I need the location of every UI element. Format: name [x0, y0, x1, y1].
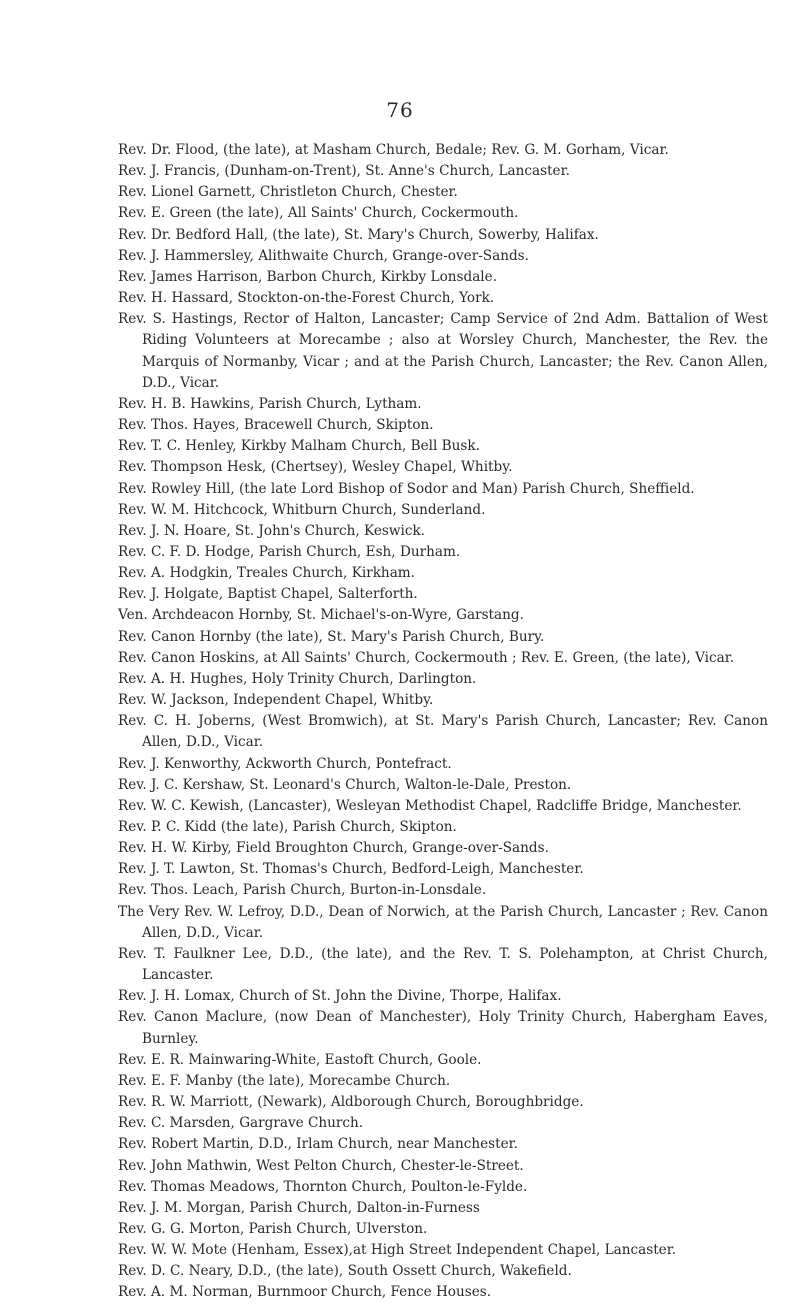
list-item: Rev. H. W. Kirby, Field Broughton Church, Grange-over-Sands.	[118, 840, 549, 857]
list-item: Rev. E. Green (the late), All Saints' Church, Cockermouth.	[118, 205, 519, 222]
list-item: Rev. J. H. Lomax, Church of St. John the Divine, Thorpe, Halifax.	[118, 988, 562, 1005]
list-item: Rev. J. C. Kershaw, St. Leonard's Church, Walton-le-Dale, Preston.	[118, 776, 572, 793]
list-item: Rev. J. M. Morgan, Parish Church, Dalton-in-Furness	[118, 1199, 480, 1216]
list-item: Rev. A. M. Norman, Burnmoor Church, Fence Houses.	[118, 1284, 492, 1301]
list-item: Rev. Canon Hornby (the late), St. Mary's Parish Church, Bury.	[118, 628, 545, 645]
list-item: Rev. Canon Maclure, (now Dean of Manchester), Holy Trinity Church, Habergham Eaves, Burnley.	[118, 1009, 768, 1047]
list-item: Rev. Robert Martin, D.D., Irlam Church, near Manchester.	[118, 1136, 518, 1153]
list-item: Rev. T. Faulkner Lee, D.D., (the late), and the Rev. T. S. Polehampton, at Christ Church, Lancaster.	[118, 945, 768, 984]
list-item: Rev. Thomas Meadows, Thornton Church, Poulton-le-Fylde.	[118, 1178, 528, 1195]
list-item: Rev. J. Kenworthy, Ackworth Church, Pontefract.	[118, 755, 452, 772]
list-item: Rev. J. Hammersley, Alithwaite Church, Grange-over-Sands.	[118, 247, 529, 264]
list-item: Rev. R. W. Marriott, (Newark), Aldborough Church, Boroughbridge.	[118, 1094, 584, 1111]
list-item: Rev. D. C. Neary, D.D., (the late), South Ossett Church, Wakefield.	[118, 1263, 572, 1280]
list-item: Rev. P. C. Kidd (the late), Parish Church, Skipton.	[118, 819, 457, 835]
list-item: Rev. Rowley Hill, (the late Lord Bishop of Sodor and Man) Parish Church, Sheffield.	[118, 480, 695, 497]
list-item: Rev. J. Francis, (Dunham-on-Trent), St. Anne's Church, Lancaster.	[118, 163, 570, 180]
list-item: Rev. W. Jackson, Independent Chapel, Whitby.	[118, 692, 434, 709]
list-item: Rev. J. T. Lawton, St. Thomas's Church, Bedford-Leigh, Manchester.	[118, 861, 584, 878]
list-item: Rev. Dr. Bedford Hall, (the late), St. Mary's Church, Sowerby, Halifax.	[118, 226, 599, 243]
list-item: The Very Rev. W. Lefroy, D.D., Dean of Norwich, at the Parish Church, Lancaster ; Rev. Canon Allen, D.D., Vicar.	[118, 903, 768, 941]
list-item: Rev. W. W. Mote (Henham, Essex),at High Street Independent Chapel, Lancaster.	[118, 1242, 677, 1259]
list-item: Rev. A. Hodgkin, Treales Church, Kirkham.	[118, 565, 416, 582]
list-item: Rev. John Mathwin, West Pelton Church, Chester-le-Street.	[118, 1157, 524, 1174]
list-item: Rev. C. Marsden, Gargrave Church.	[118, 1115, 364, 1132]
list-item: Rev. S. Hastings, Rector of Halton, Lancaster; Camp Service of 2nd Adm. Battalion of West Riding Volunteers at Morecambe ; also at Worsley Church, Manchester, the Rev. the Marquis of Normanby, Vicar ; and at the Parish Church, Lancaster; the Rev. Canon Allen, D.D., Vicar.	[118, 311, 768, 391]
list-item: Rev. C. H. Joberns, (West Bromwich), at St. Mary's Parish Church, Lancaster; Rev. Canon Allen, D.D., Vicar.	[118, 713, 768, 751]
list-item: Rev. H. Hassard, Stockton-on-the-Forest Church, York.	[118, 290, 495, 307]
list-item: Rev. J. Holgate, Baptist Chapel, Salterforth.	[118, 586, 418, 603]
list-item: Rev. E. F. Manby (the late), Morecambe Church.	[118, 1072, 451, 1089]
list-item: Rev. Thos. Leach, Parish Church, Burton-in-Lonsdale.	[118, 882, 487, 899]
list-item: Ven. Archdeacon Hornby, St. Michael's-on-Wyre, Garstang.	[118, 607, 524, 624]
list-item: Rev. James Harrison, Barbon Church, Kirkby Lonsdale.	[118, 268, 498, 285]
preacher-list	[118, 140, 768, 1304]
list-item: Rev. A. H. Hughes, Holy Trinity Church, Darlington.	[118, 670, 477, 687]
list-item: Rev. Thos. Hayes, Bracewell Church, Skipton.	[118, 417, 434, 434]
list-item: Rev. E. R. Mainwaring-White, Eastoft Church, Goole.	[118, 1051, 482, 1068]
list-item: Rev. Thompson Hesk, (Chertsey), Wesley Chapel, Whitby.	[118, 459, 513, 476]
list-item: Rev. W. M. Hitchcock, Whitburn Church, Sunderland.	[118, 501, 486, 518]
list-item: Rev. Dr. Flood, (the late), at Masham Church, Bedale; Rev. G. M. Gorham, Vicar.	[118, 142, 669, 158]
list-item: Rev. W. C. Kewish, (Lancaster), Wesleyan Methodist Chapel, Radcliffe Bridge, Manchester.	[118, 797, 742, 814]
list-item: Rev. J. N. Hoare, St. John's Church, Keswick.	[118, 522, 425, 539]
page-number: 76	[386, 98, 414, 122]
list-item: Rev. C. F. D. Hodge, Parish Church, Esh, Durham.	[118, 543, 461, 560]
list-item: Rev. Lionel Garnett, Christleton Church, Chester.	[118, 184, 458, 201]
list-item: Rev. G. G. Morton, Parish Church, Ulverston.	[118, 1220, 428, 1237]
list-item: Rev. Canon Hoskins, at All Saints' Church, Cockermouth ; Rev. E. Green, (the late), Vicar.	[118, 649, 735, 666]
list-item: Rev. H. B. Hawkins, Parish Church, Lytham.	[118, 395, 422, 412]
list-item: Rev. T. C. Henley, Kirkby Malham Church, Bell Busk.	[118, 438, 480, 455]
